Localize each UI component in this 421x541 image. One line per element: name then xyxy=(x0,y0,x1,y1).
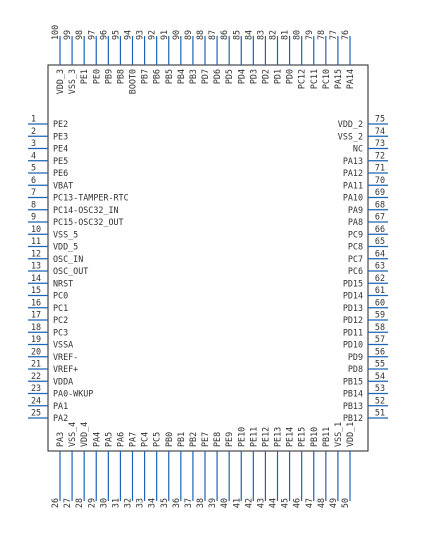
pin-label-pb14: PB14 xyxy=(342,388,363,399)
pin-label-vss_5: VSS_5 xyxy=(53,229,79,240)
pin-label-pa7: PA7 xyxy=(127,431,138,447)
pin-label-pe13: PE13 xyxy=(272,426,283,447)
pin-label-pe1: PE1 xyxy=(79,69,90,85)
pin-label-pd4: PD4 xyxy=(236,69,247,85)
pin-number-6: 6 xyxy=(31,174,37,185)
pin-label-pe7: PE7 xyxy=(200,431,210,447)
pin-label-pc12: PC12 xyxy=(296,69,307,90)
pin-number-10: 10 xyxy=(31,223,42,234)
pin-number-48: 48 xyxy=(315,498,326,509)
pin-label-vss_4: VSS_4 xyxy=(67,421,78,447)
pin-label-vref+: VREF+ xyxy=(53,364,79,374)
pin-number-87: 87 xyxy=(207,29,218,40)
pin-label-pc7: PC7 xyxy=(347,253,363,264)
pin-number-1: 1 xyxy=(31,113,37,124)
pin-number-56: 56 xyxy=(374,346,385,357)
pin-number-62: 62 xyxy=(374,272,385,283)
pin-label-vdd_2: VDD_2 xyxy=(337,119,363,129)
pin-label-pd15: PD15 xyxy=(342,278,363,289)
pin-label-pe12: PE12 xyxy=(260,426,271,447)
pin-label-pb13: PB13 xyxy=(342,400,363,411)
pin-number-71: 71 xyxy=(374,162,385,173)
pin-number-51: 51 xyxy=(374,407,385,418)
pin-number-55: 55 xyxy=(374,358,385,369)
pin-label-vbat: VBAT xyxy=(53,180,74,191)
pin-label-pa5: PA5 xyxy=(103,431,114,447)
pin-number-32: 32 xyxy=(122,498,133,509)
pin-number-29: 29 xyxy=(86,498,97,509)
pin-number-47: 47 xyxy=(303,498,314,509)
pin-number-16: 16 xyxy=(31,297,42,308)
pin-number-73: 73 xyxy=(374,138,385,148)
pin-label-pc8: PC8 xyxy=(347,241,363,252)
pin-label-pa1: PA1 xyxy=(53,400,69,411)
pin-number-80: 80 xyxy=(291,29,302,40)
pin-number-19: 19 xyxy=(31,334,42,344)
pin-label-pa14: PA14 xyxy=(345,69,355,90)
pin-label-vdda: VDDA xyxy=(53,376,74,387)
pin-label-pa12: PA12 xyxy=(342,168,363,178)
pin-label-pa4: PA4 xyxy=(91,431,102,447)
pin-number-46: 46 xyxy=(291,498,302,509)
pin-label-pb6: PB6 xyxy=(151,69,162,85)
pin-number-99: 99 xyxy=(62,29,73,40)
pin-number-44: 44 xyxy=(267,498,278,509)
pin-number-66: 66 xyxy=(374,223,385,234)
pin-number-64: 64 xyxy=(374,248,385,259)
pin-number-86: 86 xyxy=(219,29,230,40)
pin-number-60: 60 xyxy=(374,297,385,308)
pin-label-vdd_4: VDD_4 xyxy=(79,421,90,447)
pin-number-53: 53 xyxy=(374,383,385,393)
pin-label-pc10: PC10 xyxy=(320,69,331,90)
pin-label-vss_1: VSS_1 xyxy=(332,421,343,447)
pin-number-91: 91 xyxy=(158,29,169,40)
pin-label-pb10: PB10 xyxy=(308,426,319,447)
pin-number-67: 67 xyxy=(374,211,385,222)
pin-label-pd7: PD7 xyxy=(200,69,210,85)
pin-label-pd12: PD12 xyxy=(342,315,363,325)
pin-label-vdd_5: VDD_5 xyxy=(53,241,79,252)
pin-number-79: 79 xyxy=(303,29,314,40)
pin-label-pc13-tamper-rtc: PC13-TAMPER-RTC xyxy=(53,192,129,203)
pin-number-52: 52 xyxy=(374,395,385,406)
pin-number-31: 31 xyxy=(110,498,121,509)
pin-label-pe4: PE4 xyxy=(53,143,69,154)
pin-label-pc14-osc32_in: PC14-OSC32_IN xyxy=(53,204,119,215)
pin-number-61: 61 xyxy=(374,285,385,295)
pin-label-pa0-wkup: PA0-WKUP xyxy=(53,388,94,399)
pin-number-35: 35 xyxy=(158,498,169,509)
pin-label-pc1: PC1 xyxy=(53,302,69,313)
pin-label-pa10: PA10 xyxy=(342,192,363,203)
pin-number-18: 18 xyxy=(31,321,42,332)
pin-label-pe3: PE3 xyxy=(53,131,69,142)
pin-number-89: 89 xyxy=(182,29,193,40)
pin-label-pe5: PE5 xyxy=(53,155,69,166)
pin-number-4: 4 xyxy=(31,150,37,161)
pin-number-69: 69 xyxy=(374,187,385,197)
pin-label-pb12: PB12 xyxy=(342,413,363,423)
pin-label-pc5: PC5 xyxy=(151,431,162,447)
pin-label-pa3: PA3 xyxy=(55,431,65,447)
pin-label-pe15: PE15 xyxy=(296,426,307,447)
pin-number-65: 65 xyxy=(374,236,385,246)
pin-label-pc0: PC0 xyxy=(53,290,69,301)
pin-number-27: 27 xyxy=(62,498,73,509)
pin-label-vss_3: VSS_3 xyxy=(67,69,78,95)
pin-number-83: 83 xyxy=(255,29,266,40)
pin-number-5: 5 xyxy=(31,162,37,173)
pin-label-pe10: PE10 xyxy=(236,426,247,447)
pin-label-pb9: PB9 xyxy=(103,69,114,85)
pin-number-77: 77 xyxy=(327,29,338,40)
pin-number-58: 58 xyxy=(374,321,385,332)
pin-label-pe11: PE11 xyxy=(248,426,259,447)
pin-number-8: 8 xyxy=(31,199,37,210)
pin-number-81: 81 xyxy=(279,29,290,40)
pin-number-95: 95 xyxy=(110,29,121,40)
pin-number-21: 21 xyxy=(31,358,42,369)
pin-label-pd1: PD1 xyxy=(272,69,283,85)
pin-number-28: 28 xyxy=(74,498,85,509)
pin-number-49: 49 xyxy=(327,498,338,509)
pin-label-pa2: PA2 xyxy=(53,413,69,423)
pin-number-85: 85 xyxy=(231,29,242,40)
pin-number-92: 92 xyxy=(146,29,157,40)
pin-number-96: 96 xyxy=(98,29,109,40)
pin-label-pe6: PE6 xyxy=(53,168,69,178)
pin-label-pb15: PB15 xyxy=(342,376,363,387)
pin-label-pc15-osc32_out: PC15-OSC32_OUT xyxy=(53,217,124,227)
pin-label-pd0: PD0 xyxy=(284,69,295,85)
pin-label-pb11: PB11 xyxy=(320,426,331,447)
pin-number-7: 7 xyxy=(31,187,37,197)
pin-number-20: 20 xyxy=(31,346,42,357)
pin-number-39: 39 xyxy=(207,498,218,509)
pin-label-pa9: PA9 xyxy=(347,204,363,215)
pin-label-pc6: PC6 xyxy=(347,266,363,276)
pin-number-41: 41 xyxy=(231,498,242,509)
pin-label-pd6: PD6 xyxy=(212,69,223,85)
pin-number-33: 33 xyxy=(134,498,145,509)
bottom-pin-group xyxy=(50,422,355,508)
pin-label-pb2: PB2 xyxy=(187,431,198,447)
chip-body xyxy=(48,65,368,451)
pin-number-2: 2 xyxy=(31,125,37,136)
pin-number-43: 43 xyxy=(255,498,266,509)
pin-number-15: 15 xyxy=(31,285,42,295)
pin-number-34: 34 xyxy=(146,498,157,509)
pin-label-pc11: PC11 xyxy=(308,69,319,90)
pin-label-nrst: NRST xyxy=(53,278,74,289)
pin-label-pe14: PE14 xyxy=(284,426,295,447)
pin-number-68: 68 xyxy=(374,199,385,210)
pin-number-94: 94 xyxy=(122,29,133,40)
pin-number-3: 3 xyxy=(31,138,37,148)
pin-number-76: 76 xyxy=(340,29,350,40)
pin-number-9: 9 xyxy=(31,211,37,222)
pin-number-17: 17 xyxy=(31,309,42,320)
pin-label-pd13: PD13 xyxy=(342,302,363,313)
pin-label-pa15: PA15 xyxy=(332,69,343,90)
pin-label-pa13: PA13 xyxy=(342,155,363,166)
pin-label-pb0: PB0 xyxy=(163,431,174,447)
pin-label-osc_in: OSC_IN xyxy=(53,253,84,264)
pin-number-78: 78 xyxy=(315,29,326,40)
pin-number-42: 42 xyxy=(243,498,254,509)
pin-number-40: 40 xyxy=(219,498,230,509)
pin-label-pd5: PD5 xyxy=(224,69,235,85)
pin-label-pc4: PC4 xyxy=(139,431,150,447)
pin-number-97: 97 xyxy=(86,29,97,40)
pin-label-pd3: PD3 xyxy=(248,69,259,85)
pin-number-90: 90 xyxy=(170,29,181,40)
pin-number-59: 59 xyxy=(374,309,385,320)
pin-number-70: 70 xyxy=(374,174,385,185)
pin-label-vdd_3: VDD_3 xyxy=(55,69,65,95)
pin-number-37: 37 xyxy=(182,498,193,509)
pin-number-82: 82 xyxy=(267,29,278,40)
pin-label-vssa: VSSA xyxy=(53,339,74,350)
pin-number-74: 74 xyxy=(374,125,385,136)
pin-label-pe0: PE0 xyxy=(91,69,102,85)
pin-label-pe9: PE9 xyxy=(224,431,235,447)
pin-number-75: 75 xyxy=(374,113,385,124)
pin-number-24: 24 xyxy=(31,395,42,406)
pin-label-pd10: PD10 xyxy=(342,339,363,350)
pin-label-pb7: PB7 xyxy=(139,69,150,85)
pin-label-osc_out: OSC_OUT xyxy=(53,266,89,276)
pin-label-pc9: PC9 xyxy=(347,229,363,240)
pin-label-vss_2: VSS_2 xyxy=(337,131,363,142)
pin-label-pa11: PA11 xyxy=(342,180,363,191)
pin-number-22: 22 xyxy=(31,370,42,381)
pin-label-pa8: PA8 xyxy=(347,217,363,227)
pin-number-12: 12 xyxy=(31,248,42,259)
pin-label-boot0: BOOT0 xyxy=(127,69,138,95)
pin-label-pd14: PD14 xyxy=(342,290,363,301)
pin-label-vref-: VREF- xyxy=(53,351,79,362)
pin-number-84: 84 xyxy=(243,29,254,40)
pin-number-72: 72 xyxy=(374,150,385,161)
pin-number-57: 57 xyxy=(374,334,385,344)
pin-label-vdd_1: VDD_1 xyxy=(345,421,355,447)
pin-number-63: 63 xyxy=(374,260,385,271)
pin-number-11: 11 xyxy=(31,236,42,246)
top-pin-group xyxy=(50,25,355,94)
pin-label-pb5: PB5 xyxy=(163,69,174,85)
pin-label-pb1: PB1 xyxy=(175,431,186,447)
pin-label-pb8: PB8 xyxy=(115,68,126,85)
pin-label-pe2: PE2 xyxy=(53,119,69,129)
pin-label-pd8: PD8 xyxy=(347,364,363,374)
pin-label-pc3: PC3 xyxy=(53,327,69,338)
pin-label-pc2: PC2 xyxy=(53,315,69,325)
pin-label-pd2: PD2 xyxy=(260,69,271,85)
pin-label-pe8: PE8 xyxy=(212,431,223,447)
pin-number-23: 23 xyxy=(31,383,42,393)
pin-label-pd11: PD11 xyxy=(342,327,363,338)
pin-number-36: 36 xyxy=(170,498,181,509)
pin-number-50: 50 xyxy=(340,498,350,509)
pin-label-pb3: PB3 xyxy=(187,69,198,85)
pin-label-pa6: PA6 xyxy=(115,431,126,447)
pin-label-pb4: PB4 xyxy=(175,69,186,85)
pin-label-pd9: PD9 xyxy=(347,351,363,362)
pin-number-38: 38 xyxy=(195,498,205,509)
pin-number-30: 30 xyxy=(98,498,109,509)
pin-number-26: 26 xyxy=(50,498,60,509)
pin-number-93: 93 xyxy=(134,29,145,40)
pin-number-45: 45 xyxy=(279,498,290,509)
pin-number-100: 100 xyxy=(50,24,60,40)
pin-number-14: 14 xyxy=(31,272,42,283)
pin-number-25: 25 xyxy=(31,407,42,418)
pin-number-88: 88 xyxy=(195,29,205,40)
pin-label-nc: NC xyxy=(352,143,363,154)
pin-number-98: 98 xyxy=(74,29,85,40)
pin-number-54: 54 xyxy=(374,370,385,381)
pin-number-13: 13 xyxy=(31,260,42,271)
